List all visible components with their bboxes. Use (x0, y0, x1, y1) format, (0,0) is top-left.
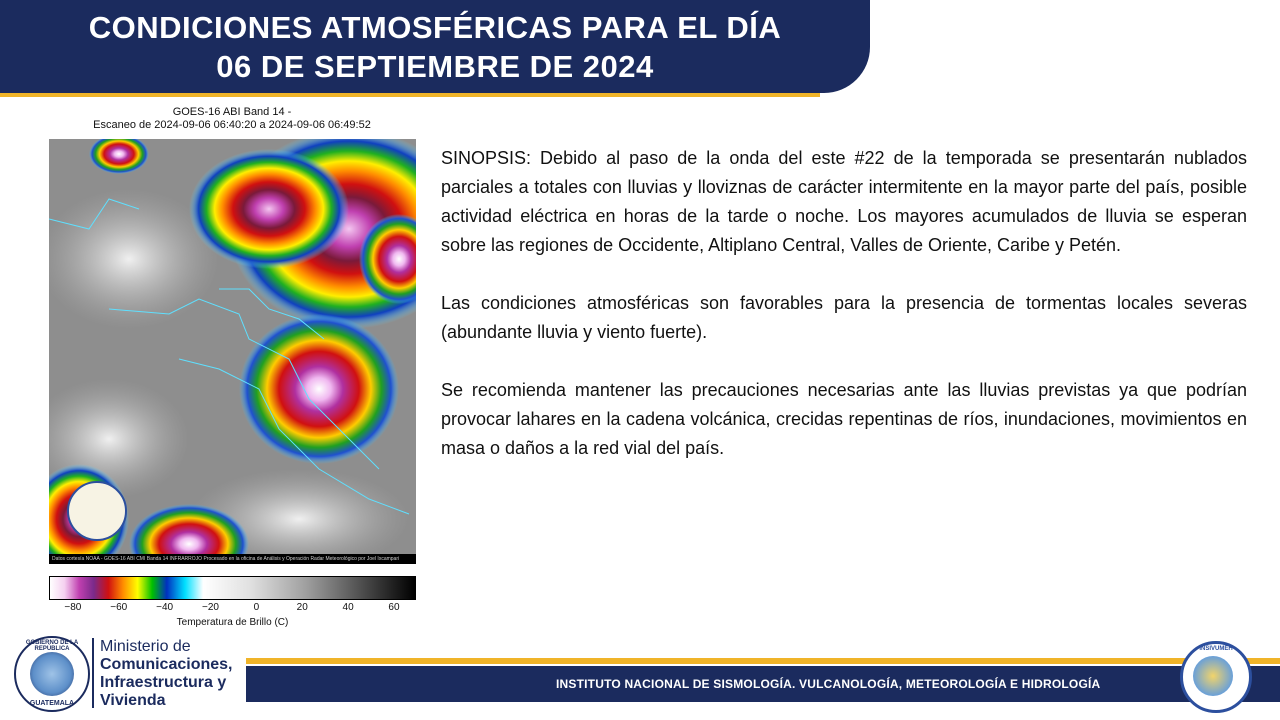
ministry-divider (92, 638, 94, 708)
synopsis-paragraph: SINOPSIS: Debido al paso de la onda del este #22 de la temporada se presentarán nublados parciales a totales con lluvias y lloviznas de carácter intermitente en la mayor parte del país, posible actividad eléctrica en horas de la tarde o noche. Los mayores acumulados de lluvia se esperan sobre las regiones de Occidente, Altiplano Central, Valles de Oriente, Caribe y Petén. (441, 148, 1247, 255)
page-title (0, 8, 870, 86)
forecast-text (441, 144, 1247, 492)
recommendation-paragraph: Se recomienda mantener las precauciones necesarias ante las lluvias previstas ya que podrían provocar lahares en la cadena volcánica, crecidas repentinas de ríos, inundaciones, movimientos en masa o daños a la red vial del país. (441, 380, 1247, 458)
tick-label: −20 (201, 602, 219, 613)
tick-label: −40 (156, 602, 174, 613)
tick-label: 0 (253, 602, 260, 613)
colorbar-gradient (49, 576, 416, 600)
ministry-branding (14, 634, 250, 714)
footer-accent-stripe (246, 658, 1280, 664)
satellite-title-line-2: Escaneo de 2024-09-06 06:40:20 a 2024-09-06 06:49:52 (93, 119, 371, 131)
institute-name: INSTITUTO NACIONAL DE SISMOLOGÍA. VULCANOLOGÍA, METEOROLOGÍA E HIDROLOGÍA (556, 677, 1101, 691)
header-accent-stripe (0, 93, 820, 97)
tick-label: −60 (110, 602, 128, 613)
tick-label: 20 (296, 602, 308, 613)
title-line-1: CONDICIONES ATMOSFÉRICAS PARA EL DÍA (88, 10, 782, 45)
seal-top-text: GOBIERNO DE LA REPÚBLICA (25, 640, 79, 652)
tick-label: −80 (64, 602, 82, 613)
insivumeh-logo-icon (1180, 641, 1252, 713)
colorbar-label: Temperatura de Brillo (C) (176, 617, 289, 628)
satellite-title (44, 106, 420, 132)
ministry-name (100, 638, 232, 710)
header-banner (0, 0, 870, 93)
tick-label: 60 (388, 602, 400, 613)
satellite-title-line-1: GOES-16 ABI Band 14 - (172, 106, 292, 118)
colorbar-ticks (49, 600, 416, 616)
guatemala-seal-icon (14, 636, 90, 712)
seal-bottom-text: GUATEMALA (29, 700, 75, 707)
ministry-line-3: Infraestructura y (100, 674, 227, 691)
satellite-credits: Datos cortesía NOAA - GOES-16 ABI CMI Banda 14 INFRARROJO Procesado en la oficina de Análisis y Operación Radar Meteorológico por Joel Ixcampari (49, 554, 416, 564)
satellite-panel (44, 106, 420, 630)
ministry-line-1: Ministerio de (100, 638, 191, 655)
ministry-line-2: Comunicaciones, (100, 656, 233, 673)
satellite-image (49, 139, 416, 564)
seal-emblem (30, 652, 74, 696)
title-line-2: 06 DE SEPTIEMBRE DE 2024 (216, 49, 654, 84)
ministry-line-4: Vivienda (100, 692, 166, 709)
logo-text: INSIVUMEH (1199, 646, 1233, 652)
insivumeh-watermark-icon (67, 481, 127, 541)
tick-label: 40 (342, 602, 354, 613)
colorbar-legend (49, 576, 416, 628)
storm-conditions-paragraph: Las condiciones atmosféricas son favorables para la presencia de tormentas locales severas (abundante lluvia y viento fuerte). (441, 293, 1247, 342)
logo-emblem (1193, 656, 1233, 696)
